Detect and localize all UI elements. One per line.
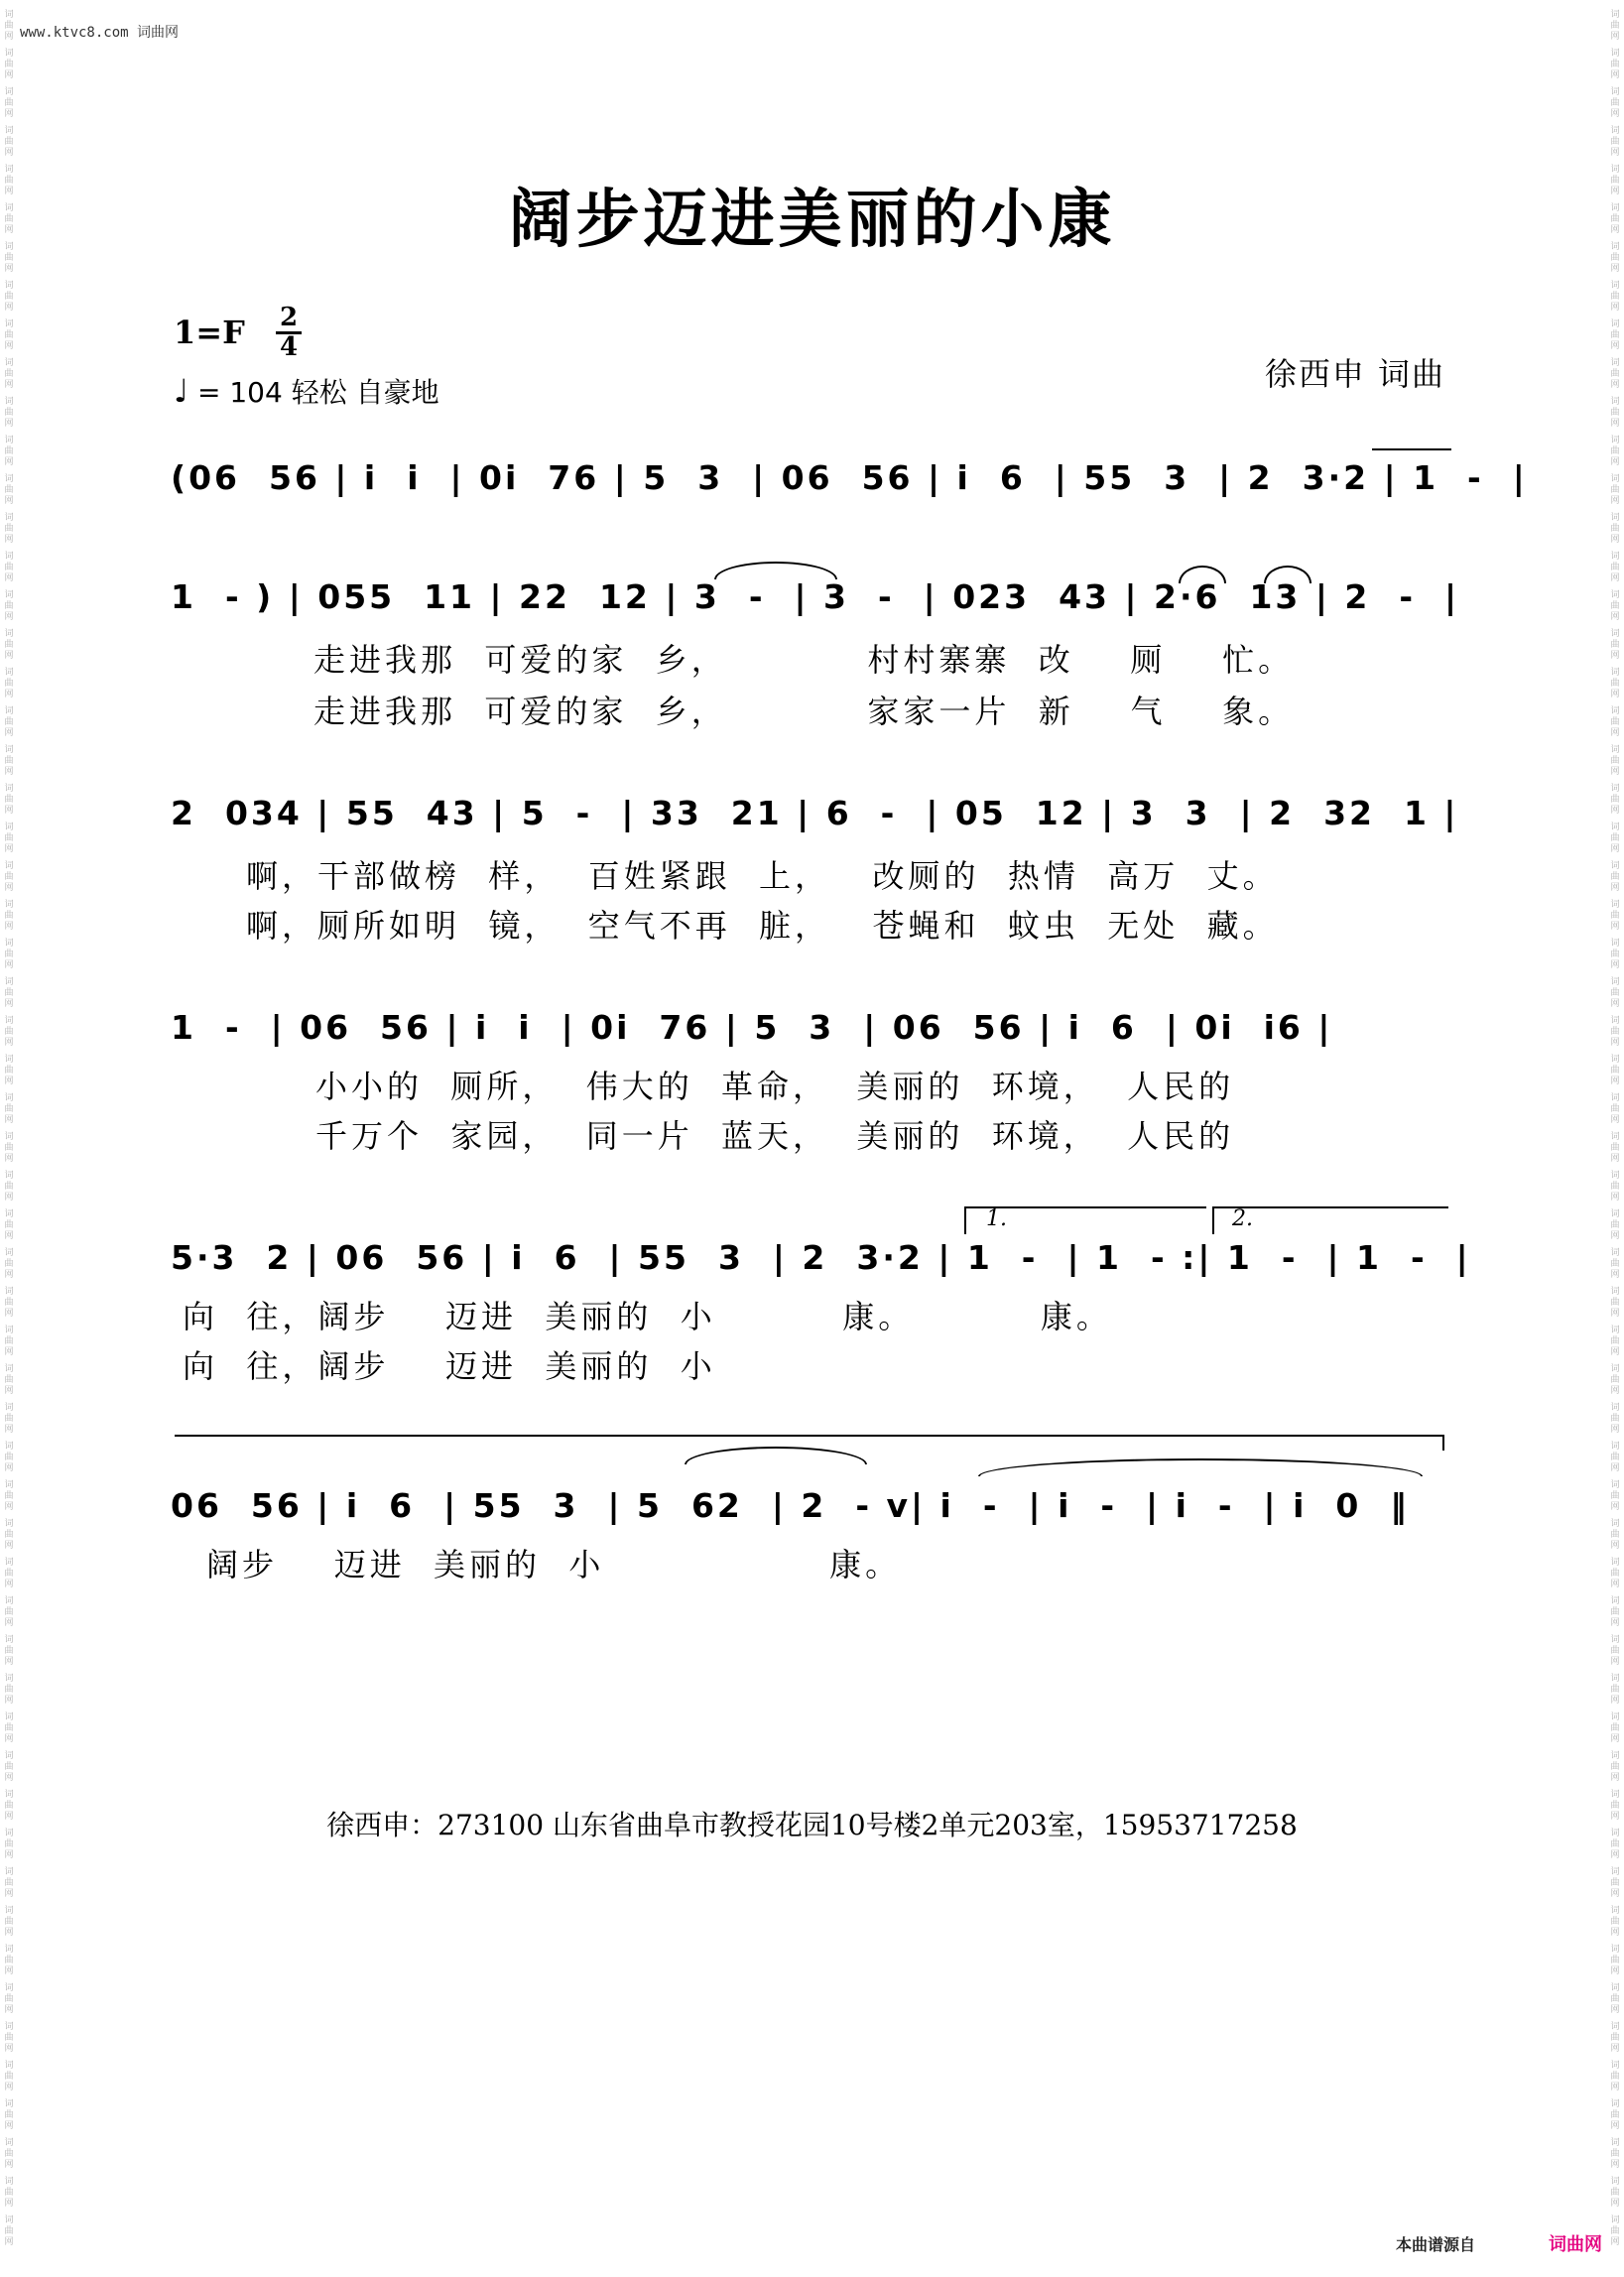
side-watermark-text: 词曲网	[4, 1093, 14, 1125]
side-watermark-text: 词曲网	[1610, 1171, 1620, 1202]
side-watermark-text: 词曲网	[4, 1287, 14, 1319]
key-signature: 1=F	[174, 314, 245, 351]
side-watermark-text: 词曲网	[1610, 49, 1620, 80]
side-watermark-text: 词曲网	[4, 590, 14, 622]
side-watermark-text: 词曲网	[1610, 1983, 1620, 2015]
side-watermark-text: 词曲网	[1610, 397, 1620, 429]
side-watermark-text: 词曲网	[4, 822, 14, 854]
side-watermark-text: 词曲网	[1610, 10, 1620, 42]
side-watermark-text: 词曲网	[1610, 1132, 1620, 1164]
lyrics-line-3-verse-1: 啊，干部做榜 样， 百姓紧跟 上， 改厕的 热情 高万 丈。	[246, 857, 1279, 895]
side-watermark-text: 词曲网	[1610, 1829, 1620, 1860]
side-watermark-text: 词曲网	[1610, 1209, 1620, 1241]
side-watermark-text: 词曲网	[1610, 513, 1620, 545]
source-brand-link[interactable]: 词曲网	[1549, 2234, 1602, 2255]
lyrics-line-4-verse-1: 小小的 厕所， 伟大的 革命， 美丽的 环境， 人民的	[315, 1068, 1235, 1105]
side-watermark-text: 词曲网	[1610, 1867, 1620, 1899]
side-watermark-text: 词曲网	[4, 1983, 14, 2015]
side-watermark-text: 词曲网	[4, 1674, 14, 1706]
side-watermark-text: 词曲网	[1610, 1945, 1620, 1976]
side-watermark-text: 词曲网	[1610, 939, 1620, 970]
time-signature	[274, 303, 304, 362]
tie-arc	[978, 1458, 1423, 1476]
side-watermark-text: 词曲网	[1610, 165, 1620, 196]
source-label: 本曲谱源自	[1395, 2235, 1475, 2254]
side-watermark-text: 词曲网	[1610, 1596, 1620, 1628]
side-watermark-text: 词曲网	[4, 1209, 14, 1241]
side-watermark-text: 词曲网	[1610, 745, 1620, 777]
side-watermark-text: 词曲网	[1610, 1016, 1620, 1048]
side-watermark-text: 词曲网	[4, 552, 14, 583]
side-watermark-text: 词曲网	[1610, 2215, 1620, 2247]
side-watermark-text: 词曲网	[4, 1403, 14, 1435]
side-watermark-text: 词曲网	[1610, 2138, 1620, 2170]
side-watermark-text: 词曲网	[4, 784, 14, 816]
tie-arc	[685, 1447, 867, 1464]
volta-1-label: 1.	[986, 1206, 1007, 1231]
side-watermark-text: 词曲网	[1610, 1055, 1620, 1086]
lyrics-line-5-verse-2: 向 往，阔步 迈进 美丽的 小	[183, 1347, 716, 1385]
side-watermark-text: 词曲网	[4, 1248, 14, 1280]
score-line-5: 5·3 2 | 06 56 | i 6 | 55 3 | 2 3·2 | 1 - | 1 - :| 1 - | 1 - |	[171, 1238, 1471, 1277]
side-watermark-text: 词曲网	[1610, 590, 1620, 622]
side-watermark-text: 词曲网	[1610, 1674, 1620, 1706]
score-line-4: 1 - | 06 56 | i i | 0i 76 | 5 3 | 06 56 | i 6 | 0i i6 |	[171, 1008, 1333, 1047]
right-side-watermark	[1608, 10, 1622, 2254]
side-watermark-text: 词曲网	[1610, 281, 1620, 313]
side-watermark-text: 词曲网	[4, 358, 14, 390]
side-watermark-text: 词曲网	[1610, 900, 1620, 932]
tie-line	[1372, 448, 1451, 450]
side-watermark-text: 词曲网	[1610, 1248, 1620, 1280]
side-watermark-text: 词曲网	[4, 87, 14, 119]
side-watermark-text: 词曲网	[4, 939, 14, 970]
side-watermark-text: 词曲网	[1610, 1093, 1620, 1125]
side-watermark-text: 词曲网	[1610, 552, 1620, 583]
side-watermark-text: 词曲网	[1610, 1326, 1620, 1357]
side-watermark-text: 词曲网	[1610, 436, 1620, 467]
composer-credit: 徐西申 词曲	[1264, 355, 1445, 393]
side-watermark-text: 词曲网	[4, 513, 14, 545]
side-watermark-text: 词曲网	[4, 1867, 14, 1899]
side-watermark-text: 词曲网	[4, 1016, 14, 1048]
site-watermark: www.ktvc8.com 词曲网	[20, 25, 180, 41]
side-watermark-text: 词曲网	[4, 668, 14, 699]
side-watermark-text: 词曲网	[4, 1945, 14, 1976]
side-watermark-text: 词曲网	[4, 397, 14, 429]
side-watermark-text: 词曲网	[1610, 1364, 1620, 1396]
side-watermark-text: 词曲网	[4, 977, 14, 1009]
side-watermark-text: 词曲网	[4, 203, 14, 235]
side-watermark-text: 词曲网	[1610, 1790, 1620, 1822]
side-watermark-text: 词曲网	[4, 2061, 14, 2092]
side-watermark-text: 词曲网	[1610, 1635, 1620, 1667]
side-watermark-text: 词曲网	[1610, 126, 1620, 158]
side-watermark-text: 词曲网	[4, 2138, 14, 2170]
volta-2-bracket-edge	[1212, 1206, 1214, 1234]
slur-arc	[1264, 566, 1312, 583]
side-watermark-text: 词曲网	[1610, 1751, 1620, 1783]
side-watermark-text: 词曲网	[4, 49, 14, 80]
side-watermark-text: 词曲网	[4, 1790, 14, 1822]
volta-2-label: 2.	[1232, 1206, 1253, 1231]
side-watermark-text: 词曲网	[4, 1326, 14, 1357]
side-watermark-text: 词曲网	[4, 281, 14, 313]
volta-1-bracket-edge	[964, 1206, 966, 1234]
tempo-expression: 轻松 自豪地	[291, 376, 439, 409]
side-watermark-text: 词曲网	[4, 1558, 14, 1589]
side-watermark-text: 词曲网	[1610, 358, 1620, 390]
side-watermark-text: 词曲网	[4, 126, 14, 158]
quarter-note-icon: ♩	[174, 372, 189, 410]
side-watermark-text: 词曲网	[1610, 706, 1620, 738]
side-watermark-text: 词曲网	[4, 2022, 14, 2054]
side-watermark-text: 词曲网	[1610, 1442, 1620, 1473]
time-signature-top: 2	[279, 303, 299, 332]
side-watermark-text: 词曲网	[4, 629, 14, 661]
left-side-watermark	[2, 10, 16, 2254]
lyrics-line-2-verse-1: 走进我那 可爱的家 乡， 村村寨寨 改 厕 忙。	[313, 641, 1295, 679]
slur-arc	[1179, 566, 1226, 583]
side-watermark-text: 词曲网	[1610, 861, 1620, 893]
side-watermark-text: 词曲网	[4, 2177, 14, 2209]
lyrics-line-4-verse-2: 千万个 家园， 同一片 蓝天， 美丽的 环境， 人民的	[315, 1117, 1235, 1155]
side-watermark-text: 词曲网	[4, 1712, 14, 1744]
side-watermark-text: 词曲网	[1610, 2061, 1620, 2092]
side-watermark-text: 词曲网	[4, 1171, 14, 1202]
side-watermark-text: 词曲网	[1610, 2099, 1620, 2131]
contact-info: 徐西申：273100 山东省曲阜市教授花园10号楼2单元203室，15953717258	[326, 1809, 1298, 1841]
side-watermark-text: 词曲网	[1610, 319, 1620, 351]
score-line-2: 1 - ) | 055 11 | 22 12 | 3 - | 3 - | 023 43 | 2·6 13 | 2 - |	[171, 577, 1460, 616]
side-watermark-text: 词曲网	[4, 745, 14, 777]
tie-arc	[714, 562, 837, 579]
system-top-line-edge	[1442, 1435, 1444, 1451]
side-watermark-text: 词曲网	[1610, 1403, 1620, 1435]
side-watermark-text: 词曲网	[4, 2215, 14, 2247]
side-watermark-text: 词曲网	[4, 861, 14, 893]
side-watermark-text: 词曲网	[1610, 87, 1620, 119]
side-watermark-text: 词曲网	[4, 1055, 14, 1086]
score-line-3: 2 034 | 55 43 | 5 - | 33 21 | 6 - | 05 12 | 3 3 | 2 32 1 |	[171, 794, 1459, 832]
side-watermark-text: 词曲网	[4, 319, 14, 351]
side-watermark-text: 词曲网	[4, 1751, 14, 1783]
side-watermark-text: 词曲网	[1610, 1558, 1620, 1589]
side-watermark-text: 词曲网	[1610, 668, 1620, 699]
side-watermark-text: 词曲网	[1610, 2177, 1620, 2209]
lyrics-line-5-verse-1: 向 往，阔步 迈进 美丽的 小 康。 康。	[183, 1298, 1112, 1335]
side-watermark-text: 词曲网	[4, 1906, 14, 1938]
side-watermark-text: 词曲网	[1610, 1480, 1620, 1512]
side-watermark-text: 词曲网	[4, 1480, 14, 1512]
score-line-6: 06 56 | i 6 | 55 3 | 5 62 | 2 - v| i - | i - | i - | i 0 ‖	[171, 1486, 1410, 1525]
side-watermark-text: 词曲网	[1610, 242, 1620, 274]
side-watermark-text: 词曲网	[4, 1519, 14, 1551]
side-watermark-text: 词曲网	[4, 10, 14, 42]
side-watermark-text: 词曲网	[1610, 1906, 1620, 1938]
side-watermark-text: 词曲网	[1610, 1712, 1620, 1744]
side-watermark-text: 词曲网	[1610, 1287, 1620, 1319]
song-title: 阔步迈进美丽的小康	[508, 183, 1116, 257]
side-watermark-text: 词曲网	[1610, 977, 1620, 1009]
side-watermark-text: 词曲网	[4, 474, 14, 506]
side-watermark-text: 词曲网	[4, 1364, 14, 1396]
side-watermark-text: 词曲网	[4, 1442, 14, 1473]
tempo-marking	[174, 371, 439, 411]
side-watermark-text: 词曲网	[1610, 203, 1620, 235]
side-watermark-text: 词曲网	[4, 1635, 14, 1667]
side-watermark-text: 词曲网	[1610, 784, 1620, 816]
side-watermark-text: 词曲网	[1610, 629, 1620, 661]
lyrics-line-3-verse-2: 啊，厕所如明 镜， 空气不再 脏， 苍蝇和 蚊虫 无处 藏。	[246, 907, 1279, 945]
lyrics-line-2-verse-2: 走进我那 可爱的家 乡， 家家一片 新 气 象。	[313, 693, 1295, 730]
side-watermark-text: 词曲网	[1610, 822, 1620, 854]
lyrics-line-6-verse-1: 阔步 迈进 美丽的 小 康。	[206, 1546, 902, 1583]
side-watermark-text: 词曲网	[4, 242, 14, 274]
side-watermark-text: 词曲网	[4, 1829, 14, 1860]
side-watermark-text: 词曲网	[4, 1596, 14, 1628]
side-watermark-text: 词曲网	[4, 900, 14, 932]
side-watermark-text: 词曲网	[4, 436, 14, 467]
side-watermark-text: 词曲网	[1610, 2022, 1620, 2054]
side-watermark-text: 词曲网	[4, 1132, 14, 1164]
side-watermark-text: 词曲网	[4, 2099, 14, 2131]
system-top-line	[175, 1435, 1444, 1437]
tempo-value: = 104	[197, 376, 283, 409]
side-watermark-text: 词曲网	[1610, 1519, 1620, 1551]
side-watermark-text: 词曲网	[4, 706, 14, 738]
side-watermark-text: 词曲网	[1610, 474, 1620, 506]
time-signature-bottom: 4	[279, 332, 299, 362]
side-watermark-text: 词曲网	[4, 165, 14, 196]
score-line-1: (06 56 | i i | 0i 76 | 5 3 | 06 56 | i 6 | 55 3 | 2 3·2 | 1 - |	[171, 458, 1528, 497]
